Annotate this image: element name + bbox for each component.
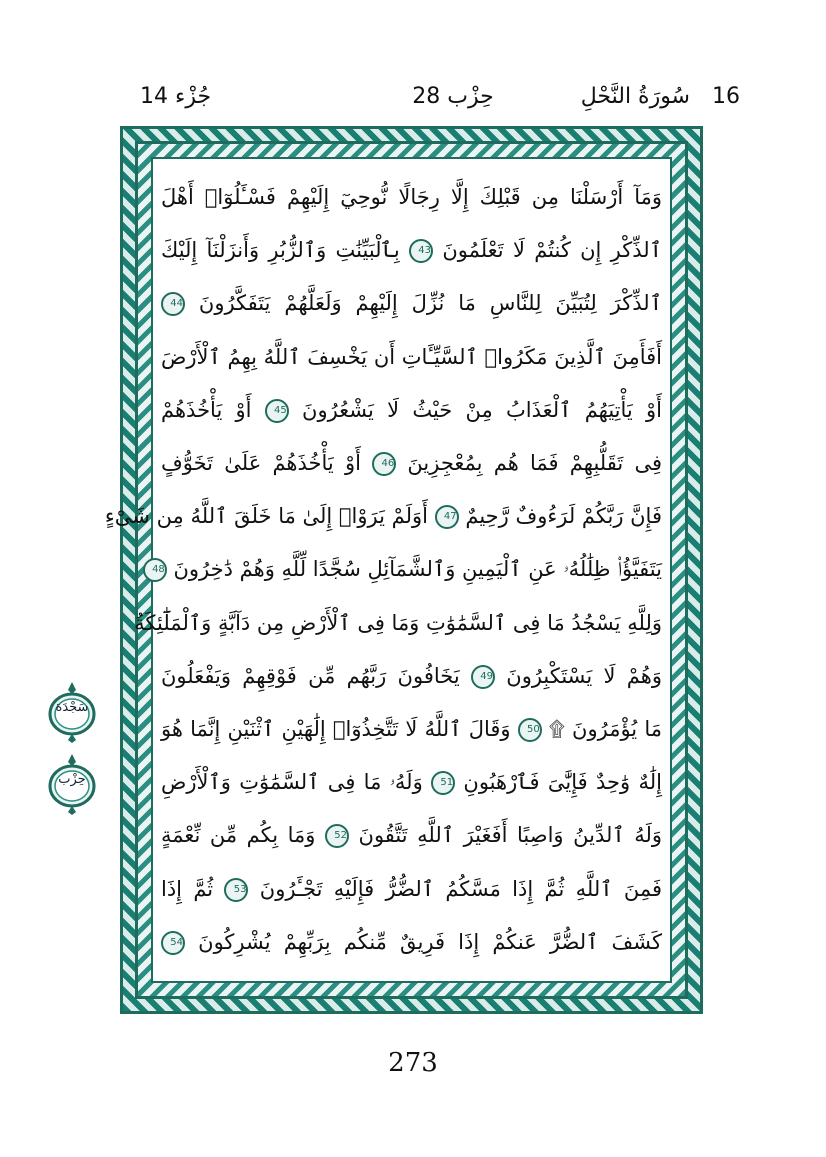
verse-line [161,701,662,757]
page-header [0,80,826,120]
verse-number-marker: 47 [435,505,459,529]
verse-number-marker: 50 [518,718,542,742]
verse-text-continuation: ثُمَّ إِذَا [161,876,214,901]
quran-text-panel [104,157,672,983]
verse-text: وَهُمْ لَا يَسْتَكْبِرُونَ [506,663,662,688]
verse-number-marker: 44 [161,292,185,316]
hizb-medal [46,752,98,816]
verse-line [161,861,662,917]
verse-text-continuation: وَقَالَ ٱللَّهُ لَا تَتَّخِذُوٓا۟ إِلَٰهَيْنِ ٱثْنَيْنِ إِنَّمَا هُوَ [161,717,511,741]
verse-text-continuation: أَوْ يَأْخُذَهُمْ عَلَىٰ تَخَوُّفٍ [161,451,361,475]
verse-line [161,222,662,278]
verse-number-marker: 43 [409,239,433,263]
verse-number-marker: 52 [325,824,349,848]
verse-text: إِلَٰهٌ وَٰحِدٌ فَإِيَّٰىَ فَٱرْهَبُونِ [463,770,662,795]
verse-line [161,169,662,225]
verse-text: فِى تَقَلُّبِهِمْ فَمَا هُم بِمُعْجِزِينَ [407,451,662,475]
verse-number-marker: 53 [224,878,248,902]
sajda-medal [46,680,98,744]
verse-line [161,648,662,704]
verse-text: وَلِلَّهِ يَسْجُدُ مَا فِى ٱلسَّمَٰوَٰتِ وَمَا فِى ٱلْأَرْضِ مِن دَآبَّةٍ وَٱلْمَلَٰٓئِكَةُ [134,610,662,635]
verse-line [161,754,662,810]
verse-text: وَمَآ أَرْسَلْنَا مِن قَبْلِكَ إِلَّا رِجَالًا نُّوحِيٓ إِلَيْهِمْ فَسْـَٔلُوٓا۟ أَهْلَ [161,185,662,209]
verse-line [152,541,662,597]
verse-number-marker: 48 [143,558,167,582]
verse-number-marker: 54 [161,931,185,955]
verse-text: ٱلذِّكْرَ لِتُبَيِّنَ لِلنَّاسِ مَا نُزِّلَ إِلَيْهِمْ وَلَعَلَّهُمْ يَتَفَكَّرُونَ [198,291,662,316]
verse-number-marker: 51 [431,771,455,795]
verse-line [161,807,662,863]
verse-text: فَإِنَّ رَبَّكُمْ لَرَءُوفٌ رَّحِيمٌ [465,504,662,529]
verse-line [161,382,662,438]
verse-text: وَلَهُ ٱلدِّينُ وَاصِبًا أَفَغَيْرَ ٱللَّهِ تَتَّقُونَ [358,823,662,848]
verse-text: فَمِنَ ٱللَّهِ ثُمَّ إِذَا مَسَّكُمُ ٱلضُّرُّ فَإِلَيْهِ تَجْـَٔرُونَ [259,876,662,901]
page-number: 273 [388,1048,438,1078]
hizb-label: حِزْب 28 [412,84,494,109]
verse-line [161,435,662,491]
verse-line [161,275,662,331]
verse-number-marker: 45 [265,399,289,423]
surah-name: سُورَةُ النَّحْلِ [580,84,690,109]
ornamental-frame [104,126,703,1014]
sajda-label: سَجْدَة [55,700,89,715]
surah-number: 16 [712,84,740,109]
verse-text: كَشَفَ ٱلضُّرَّ عَنكُمْ إِذَا فَرِيقٌ مِّنكُم بِرَبِّهِمْ يُشْرِكُونَ [198,929,662,954]
verse-number-marker: 49 [471,665,495,689]
verse-text: مَا يُؤْمَرُونَ ۩ [548,717,662,741]
verse-text-continuation: وَمَا بِكُم مِّن نِّعْمَةٍ [161,823,316,848]
verse-line [161,329,662,385]
verse-text-continuation: بِٱلْبَيِّنَٰتِ وَٱلزُّبُرِ وَأَنزَلْنَآ إِلَيْكَ [161,238,400,263]
verse-text: يَتَفَيَّؤُا۟ ظِلَٰلُهُۥ عَنِ ٱلْيَمِينِ وَٱلشَّمَآئِلِ سُجَّدًا لِّلَّهِ وَهُمْ دَٰخِرُونَ [173,557,662,582]
verse-number-marker: 46 [372,452,396,476]
verse-text: أَفَأَمِنَ ٱلَّذِينَ مَكَرُوا۟ ٱلسَّيِّـَٔاتِ أَن يَخْسِفَ ٱللَّهُ بِهِمُ ٱلْأَرْضَ [161,344,662,369]
verse-line [134,595,662,651]
verse-text: أَوْ يَأْتِيَهُمُ ٱلْعَذَابُ مِنْ حَيْثُ لَا يَشْعُرُونَ [302,397,662,422]
verse-text-continuation: وَلَهُۥ مَا فِى ٱلسَّمَٰوَٰتِ وَٱلْأَرْضِ [161,770,423,795]
verse-text: ٱلذِّكْرِ إِن كُنتُمْ لَا تَعْلَمُونَ [442,238,662,263]
verse-line [104,488,662,544]
verse-text-continuation: أَوَلَمْ يَرَوْا۟ إِلَىٰ مَا خَلَقَ ٱللَّهُ مِن شَىْءٍ [104,504,428,529]
juz-label: جُزْء 14 [140,84,212,109]
verse-text-continuation: يَخَافُونَ رَبَّهُم مِّن فَوْقِهِمْ وَيَفْعَلُونَ [161,663,460,688]
verse-text-continuation: أَوْ يَأْخُذَهُمْ [161,397,252,422]
verse-line [161,914,662,970]
hizb-medal-label: حِزْب [58,772,86,787]
